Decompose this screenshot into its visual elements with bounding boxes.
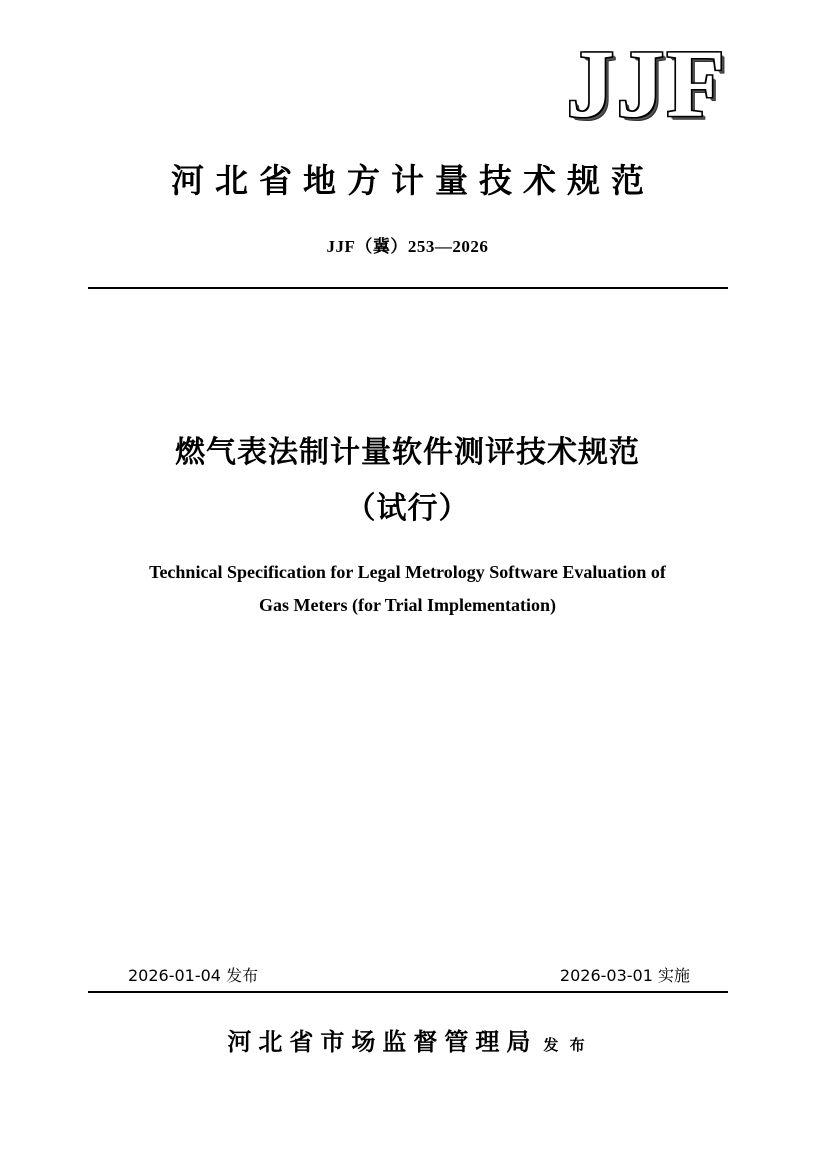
document-title-cn-line2: （试行） bbox=[345, 491, 470, 526]
footer-divider bbox=[88, 991, 728, 993]
effective-date: 2026-03-01 实施 bbox=[559, 966, 690, 985]
jjf-logo bbox=[487, 30, 727, 137]
province-standard-title: 河北省地方计量技术规范 bbox=[171, 161, 655, 200]
document-title-en bbox=[110, 556, 705, 622]
document-title-en-line1: Technical Specification for Legal Metrology Software Evaluation of bbox=[149, 562, 666, 582]
jjf-logo-text: JJF bbox=[566, 30, 727, 137]
document-title-cn bbox=[0, 428, 815, 534]
issuing-authority-name: 河北省市场监督管理局 bbox=[227, 1027, 538, 1056]
header-divider bbox=[88, 287, 728, 289]
specification-code: JJF（冀）253—2026 bbox=[326, 237, 489, 256]
release-date: 2026-01-04 发布 bbox=[128, 966, 259, 985]
document-title-en-line2: Gas Meters (for Trial Implementation) bbox=[259, 595, 556, 615]
document-title-cn-line1: 燃气表法制计量软件测评技术规范 bbox=[175, 435, 640, 470]
issuing-authority-suffix: 发 布 bbox=[543, 1036, 588, 1054]
date-row bbox=[88, 963, 728, 986]
issuing-authority bbox=[0, 1022, 815, 1057]
